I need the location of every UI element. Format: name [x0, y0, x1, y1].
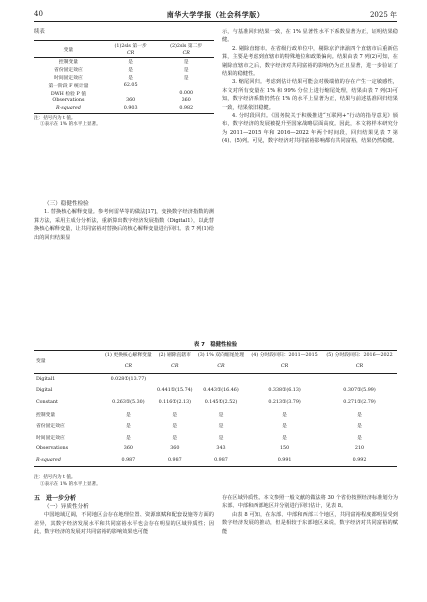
table-row: 控制变量 是 是 [58, 60, 189, 66]
table-row: R-squared 0.903 0.982 [34, 105, 214, 113]
col-header: (1) 更换核心解释变量 [105, 353, 152, 359]
section-heading: 五 进一步分析 [34, 495, 77, 502]
paragraph: 4. 分时段回归。《国务院关于积极推进“互联网+”行动的指导意见》颁布，数字经济的发展被提升至国家战略层面高度。因此，本文将样本研究分为 2011—2015 年和 2016—2022 年两个时间段，回归结果见表 7 第(4)、(5)列。可见，数字经济对共同富裕影响都有共同富裕，结果仍然稳健。 [222, 113, 398, 145]
robustness-text-left [34, 200, 214, 242]
publication-year: 2025 年 [369, 11, 397, 19]
table-note: 注：括号内为 t 值。 [34, 475, 76, 480]
continued-table-block [34, 28, 214, 129]
table-row: 时间固定效应 是 是 [54, 75, 189, 81]
col-subheader: CR [124, 364, 133, 370]
paragraph: 2. 剔除直辖市。在省级行政单位中，剔除京沪津渝四个直辖市后重新估算，主要是考虑到直辖市的特殊地位和政策偏向。结果由表 7 列(2)可知，在剔除直辖市之后，数字经济对共同富裕的影响仍为正且显著，进一步验证了结果的稳健性。 [222, 45, 398, 78]
table-row: 省份固定效应 是 是 [54, 68, 189, 74]
col-header: (4) 分时段回归：2011—2015 [251, 353, 318, 359]
col-subheader: CR [182, 50, 190, 56]
running-header [34, 8, 397, 21]
table-row: Constant 0.263①(5.30) 0.116①(2.13) 0.145①(2.52) 0.213①(3.79) 0.271①(2.79) [36, 400, 376, 406]
paragraph: 中国地域辽阔，不同地区会存在地理位置、资源禀赋和配套设施等方面的差异，其数字经济发展水平和共同富裕水平也会存在明显的区域异质性；因此，数字经济的发展对共同富裕的影响效果也可能 [34, 512, 214, 536]
table-cont-caption: 续表 [34, 29, 45, 35]
col-subheader: CR [217, 364, 225, 370]
paragraph: 存在区域异质性。本文参照一般文献的做法将 30 个省份按照经济标准划分为东部、中部和西部地区并分别进行回归估计，见表 8。 [222, 495, 398, 510]
section5-right [222, 494, 398, 536]
table-row: Observations 360 360 343 150 210 [36, 446, 365, 452]
page-number: 40 [34, 10, 43, 18]
paragraph: 1. 替换核心解释变量。参考何雷华等的做法[17]，变换数字经济指数的测算方法，采用主成分分析法，重新算出数字经济发展指数（Digital1），以此替换核心解释变量，让共同富裕对替换后的核心解释变量进行回归。表 7 列(1)给出的回归结果显 [34, 209, 214, 241]
table-row: Digital 0.441①(15.74) 0.443①(16.46) 0.338①(6.13) 0.307①(5.99) [36, 388, 376, 394]
paragraph: 3. 缩尾回归。考虑到估计结果可能会对极端值的存在产生一定敏感性，本文对所有变量在 1% 和 99% 分位上进行缩尾处理，结果由表 7 列(3)可知，数字经济系数仍然在 1% 的水平上显著为正，结果与前述基准回归结果一致，结果依旧稳健。 [222, 79, 398, 111]
section-subheading: （一）异质性分析 [44, 504, 89, 510]
table7-notes [34, 475, 234, 489]
table7 [34, 350, 397, 467]
var-header: 变量 [63, 47, 74, 53]
var-header: 变量 [36, 359, 46, 364]
col-subheader: CR [355, 364, 364, 370]
paragraph: 示，与基准回归结果一致，在 1% 显著性水平下系数显著为正，证明结果稳健。 [222, 29, 398, 44]
table-row: 省份固定效应 是 是 是 是 是 [36, 424, 362, 430]
col-subheader: CR [280, 364, 289, 370]
col-subheader: CR [127, 50, 135, 56]
col-subheader: CR [171, 364, 179, 370]
table-note: ①表示在 1% 的水平上显著。 [40, 122, 101, 128]
table-row: R-squared 0.987 0.987 0.987 0.991 0.992 [34, 455, 397, 467]
table-row: 时间固定效应 是 是 是 是 是 [36, 435, 362, 441]
table-row: 第一阶段 F 统计量 62.05 [48, 82, 138, 89]
table7-caption: 表 7 稳健性检验 [193, 342, 238, 348]
table-row: Observations 360 360 [52, 98, 191, 104]
col-header: (2)2sls 第二步 [170, 43, 203, 49]
col-header: (2) 剔除直辖市 [158, 353, 191, 359]
table-row: 控制变量 是 是 是 是 是 [36, 412, 362, 418]
section5-left [34, 494, 214, 537]
table-note: ①表示在 1% 的水平上显著。 [40, 481, 101, 487]
continued-table [34, 40, 214, 113]
section-subheading: （三）稳健性检验 [44, 201, 89, 207]
table-note: 注：括号内为 t 值。 [34, 115, 76, 121]
col-header: (1)2sls 第一步 [114, 43, 147, 49]
paragraph: 由表 8 可知，在东部、中部和西部三个地区，共同富裕程度都明显受到数字经济发展的推动，但是相较于东部地区来说，数字经济对共同富裕的赋能 [222, 511, 398, 535]
robustness-text-right [222, 28, 398, 146]
table-row: Digital1 0.028①(13.77) [36, 376, 147, 382]
header-rule [34, 21, 397, 22]
table-row: DWH 检验 P 值 0.000 [50, 90, 194, 97]
col-header: (5) 分时段回归：2016—2022 [326, 353, 393, 359]
col-header: (3) 1% 双向缩尾处理 [197, 353, 245, 359]
journal-title: 南华大学学报（社会科学版） [166, 10, 265, 19]
